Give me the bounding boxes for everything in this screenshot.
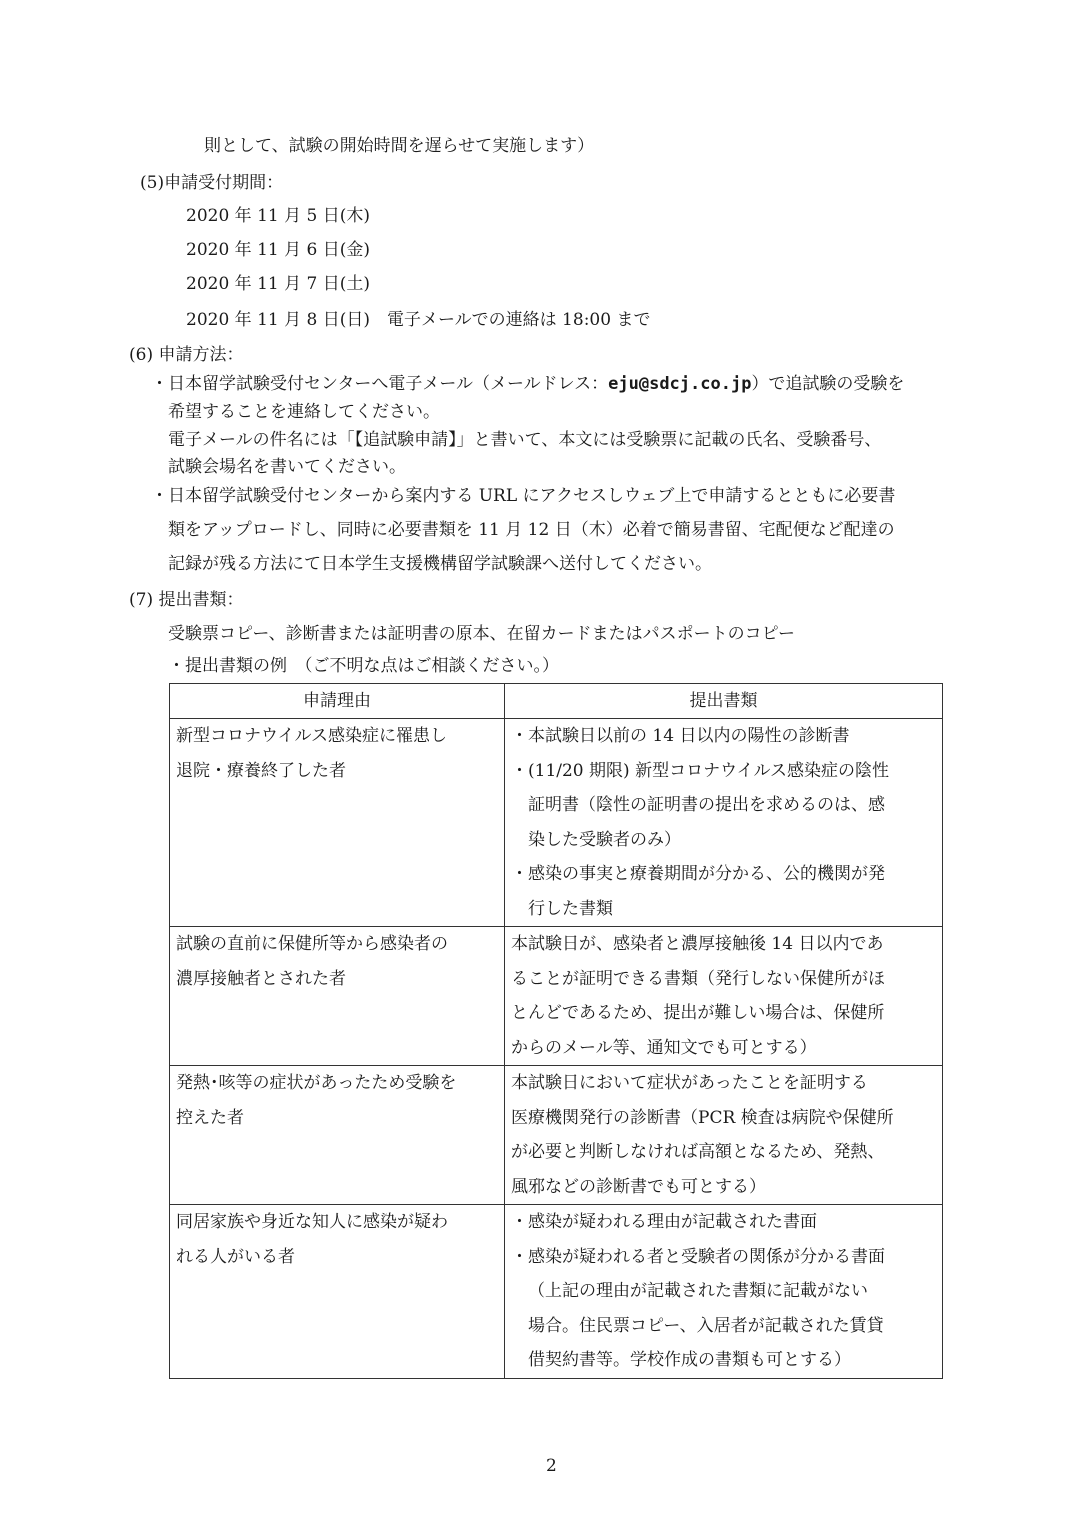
bullet-2-line-3: 記録が残る方法にて日本学生支援機構留学試験課へ送付してください。 (168, 554, 712, 574)
bullet-1-line-4: 試験会場名を書いてください。 (168, 457, 406, 477)
section-7-heading: (7) 提出書類： (129, 590, 244, 610)
section-6-heading: (6) 申請方法： (129, 345, 244, 365)
doc-line: 風邪などの診断書でも可とする） (511, 1176, 766, 1197)
reason-cell (170, 719, 505, 927)
documents-cell (505, 1205, 943, 1379)
doc-line: 医療機関発行の診断書（PCR 検査は病院や保健所 (511, 1107, 894, 1128)
bullet-1-line-2: 希望することを連絡してください。 (168, 402, 440, 422)
doc-line: 借契約書等。学校作成の書類も可とする） (528, 1350, 851, 1370)
reason-line: 控えた者 (176, 1107, 244, 1128)
doc-line: ることが証明できる書類（発行しない保健所がほ (511, 968, 885, 989)
doc-line: ・感染の事実と療養期間が分かる、公的機関が発 (511, 864, 885, 884)
doc-line: 本試験日が、感染者と濃厚接触後 14 日以内であ (511, 934, 884, 954)
doc-line: 本試験日において症状があったことを証明する (511, 1073, 868, 1093)
table-row (170, 1066, 943, 1205)
documents-cell (505, 719, 943, 927)
doc-line: ・(11/20 期限) 新型コロナウイルス感染症の陰性 (511, 760, 890, 781)
intro-tail-text: 則として、試験の開始時間を遅らせて実施します） (204, 136, 595, 156)
doc-line: ・本試験日以前の 14 日以内の陽性の診断書 (511, 726, 850, 746)
table-row (170, 927, 943, 1066)
application-method-bullet-1 (151, 373, 904, 395)
reason-cell (170, 927, 505, 1066)
documents-example-caption: ・提出書類の例 （ご不明な点はご相談ください。） (168, 656, 559, 676)
documents-cell (505, 1066, 943, 1205)
section-5-heading: (5)申請受付期間： (140, 173, 284, 193)
doc-line: （上記の理由が記載された書類に記載がない (528, 1281, 868, 1301)
date-line: 2020 年 11 月 6 日(金) (186, 240, 370, 260)
reason-line: 濃厚接触者とされた者 (176, 968, 346, 989)
contact-email: eju@sdcj.co.jp (608, 374, 752, 394)
page-number: 2 (546, 1456, 557, 1476)
reason-line: 試験の直前に保健所等から感染者の (176, 934, 448, 954)
table-header-row (170, 684, 943, 719)
reason-line: 退院・療養終了した者 (176, 760, 346, 781)
reason-line: 同居家族や身近な知人に感染が疑わ (176, 1212, 448, 1232)
doc-line: とんどであるため、提出が難しい場合は、保健所 (511, 1003, 885, 1023)
header-reason: 申請理由 (170, 684, 505, 719)
table-row (170, 1205, 943, 1379)
reason-line: れる人がいる者 (176, 1246, 295, 1267)
date-line: 2020 年 11 月 5 日(木) (186, 206, 370, 226)
table-row (170, 719, 943, 927)
bullet-1-text-b: ）で追試験の受験を (751, 374, 905, 394)
doc-line: 染した受験者のみ） (528, 829, 681, 850)
doc-line: ・感染が疑われる理由が記載された書面 (511, 1212, 817, 1232)
doc-line: 行した書類 (528, 898, 613, 919)
bullet-2-line-2: 類をアップロードし、同時に必要書類を 11 月 12 日（木）必着で簡易書留、宅配便など配達の (168, 520, 895, 540)
doc-line: 証明書（陰性の証明書の提出を求めるのは、感 (528, 795, 885, 815)
date-line: 2020 年 11 月 8 日(日) 電子メールでの連絡は 18:00 まで (186, 310, 651, 330)
doc-line: からのメール等、通知文でも可とする） (511, 1037, 817, 1058)
date-line: 2020 年 11 月 7 日(土) (186, 274, 370, 294)
bullet-1-text-a: ・日本留学試験受付センターへ電子メール（メールドレス： (151, 374, 609, 394)
documents-cell (505, 927, 943, 1066)
header-documents: 提出書類 (505, 684, 943, 719)
doc-line: ・感染が疑われる者と受験者の関係が分かる書面 (511, 1246, 885, 1267)
required-documents-text: 受験票コピー、診断書または証明書の原本、在留カードまたはパスポートのコピー (168, 624, 795, 644)
reason-cell (170, 1066, 505, 1205)
reason-line: 新型コロナウイルス感染症に罹患し (176, 726, 447, 746)
documents-table (169, 683, 943, 1379)
bullet-2-line-1: ・日本留学試験受付センターから案内する URL にアクセスしウェブ上で申請するとともに必要書 (151, 486, 896, 506)
doc-line: 場合。住民票コピー、入居者が記載された賃貸 (528, 1315, 884, 1336)
doc-line: が必要と判断しなければ高額となるため、発熱、 (511, 1142, 885, 1162)
reason-line: 発熱･咳等の症状があったため受験を (176, 1073, 457, 1093)
reason-cell (170, 1205, 505, 1379)
bullet-1-line-3: 電子メールの件名には「【追試験申請】」と書いて、本文には受験票に記載の氏名、受験番号、 (168, 430, 882, 450)
